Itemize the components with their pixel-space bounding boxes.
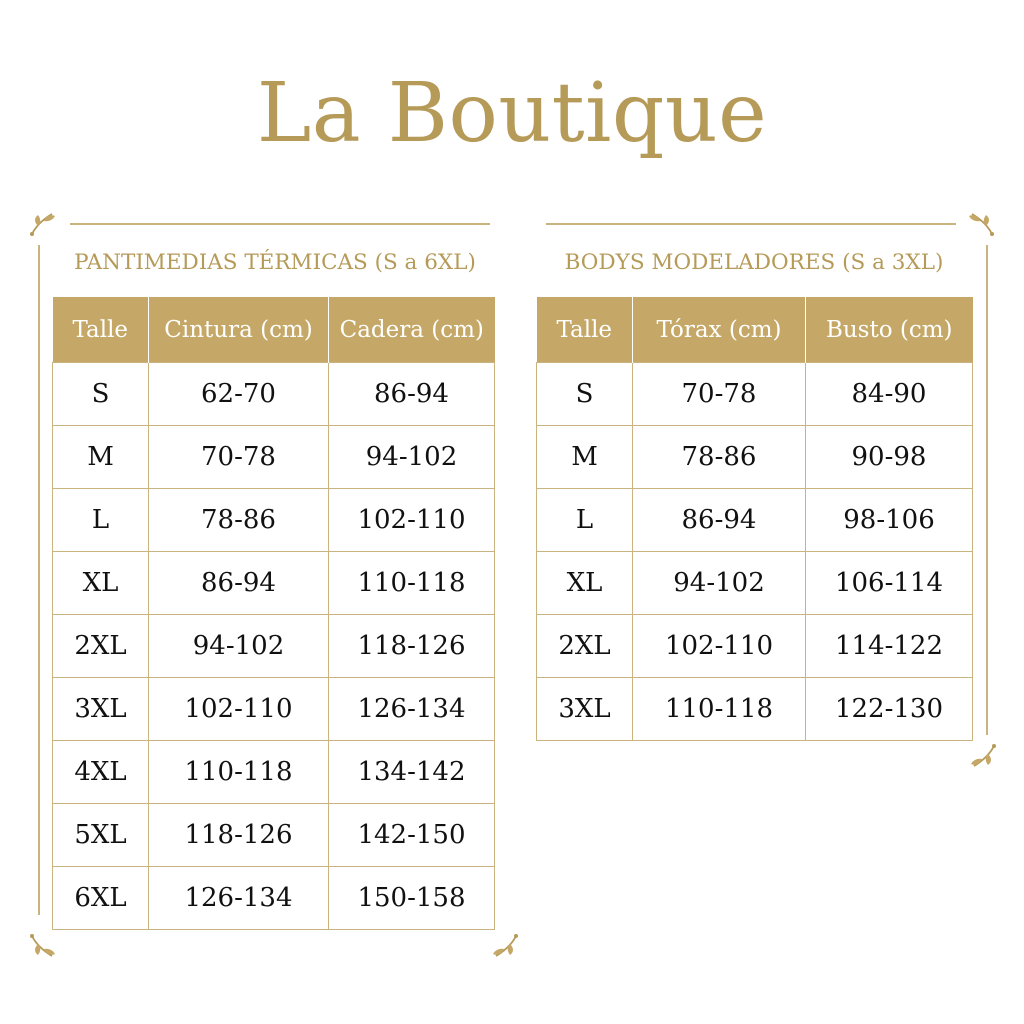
size-cell: 6XL [53,867,149,930]
table-row [53,363,495,426]
flourish-icon [964,206,998,240]
waist-cell: 86-94 [149,552,329,615]
section-title-pantimedias: PANTIMEDIAS TÉRMICAS (S a 6XL) [74,250,476,275]
flourish-icon [488,930,522,964]
size-cell: L [537,489,633,552]
bust-cell: 90-98 [806,426,973,489]
size-cell: 2XL [537,615,633,678]
bust-cell: 122-130 [806,678,973,741]
table-row [537,426,973,489]
waist-cell: 118-126 [149,804,329,867]
size-cell: 2XL [53,615,149,678]
bust-cell: 84-90 [806,363,973,426]
flourish-icon [26,930,60,964]
right-top-divider [546,223,956,225]
waist-cell: 94-102 [149,615,329,678]
column-header-cadera: Cadera (cm) [329,298,495,363]
chest-cell: 86-94 [633,489,806,552]
size-cell: XL [537,552,633,615]
table-row [537,363,973,426]
chest-cell: 102-110 [633,615,806,678]
column-header-busto: Busto (cm) [806,298,973,363]
size-cell: S [53,363,149,426]
table-row [537,489,973,552]
chest-cell: 110-118 [633,678,806,741]
hip-cell: 102-110 [329,489,495,552]
size-cell: M [53,426,149,489]
left-top-divider [70,223,490,225]
right-vertical-divider [986,245,988,735]
hip-cell: 94-102 [329,426,495,489]
brand-title: La Boutique [256,66,768,161]
table-row [53,741,495,804]
hip-cell: 118-126 [329,615,495,678]
flourish-icon [966,740,1000,774]
bust-cell: 114-122 [806,615,973,678]
size-table-pantimedias [52,297,495,930]
table-row [53,804,495,867]
table-row [53,426,495,489]
size-cell: 5XL [53,804,149,867]
waist-cell: 126-134 [149,867,329,930]
column-header-torax: Tórax (cm) [633,298,806,363]
left-vertical-divider [38,245,40,915]
chest-cell: 78-86 [633,426,806,489]
hip-cell: 142-150 [329,804,495,867]
table-row [53,867,495,930]
waist-cell: 78-86 [149,489,329,552]
waist-cell: 70-78 [149,426,329,489]
bust-cell: 106-114 [806,552,973,615]
size-cell: M [537,426,633,489]
table-row [53,615,495,678]
table-row [53,678,495,741]
size-cell: XL [53,552,149,615]
hip-cell: 126-134 [329,678,495,741]
table-row [537,552,973,615]
table-row [53,489,495,552]
table-row [53,552,495,615]
size-cell: L [53,489,149,552]
table-header-row [53,298,495,363]
hip-cell: 134-142 [329,741,495,804]
column-header-talle: Talle [537,298,633,363]
size-cell: S [537,363,633,426]
column-header-talle: Talle [53,298,149,363]
flourish-icon [26,206,60,240]
chest-cell: 70-78 [633,363,806,426]
size-table-bodys [536,297,973,741]
hip-cell: 110-118 [329,552,495,615]
bust-cell: 98-106 [806,489,973,552]
waist-cell: 62-70 [149,363,329,426]
table-row [537,678,973,741]
waist-cell: 102-110 [149,678,329,741]
size-cell: 3XL [53,678,149,741]
hip-cell: 86-94 [329,363,495,426]
hip-cell: 150-158 [329,867,495,930]
table-row [537,615,973,678]
section-title-bodys: BODYS MODELADORES (S a 3XL) [564,250,944,275]
waist-cell: 110-118 [149,741,329,804]
column-header-cintura: Cintura (cm) [149,298,329,363]
table-header-row [537,298,973,363]
size-cell: 3XL [537,678,633,741]
size-cell: 4XL [53,741,149,804]
chest-cell: 94-102 [633,552,806,615]
